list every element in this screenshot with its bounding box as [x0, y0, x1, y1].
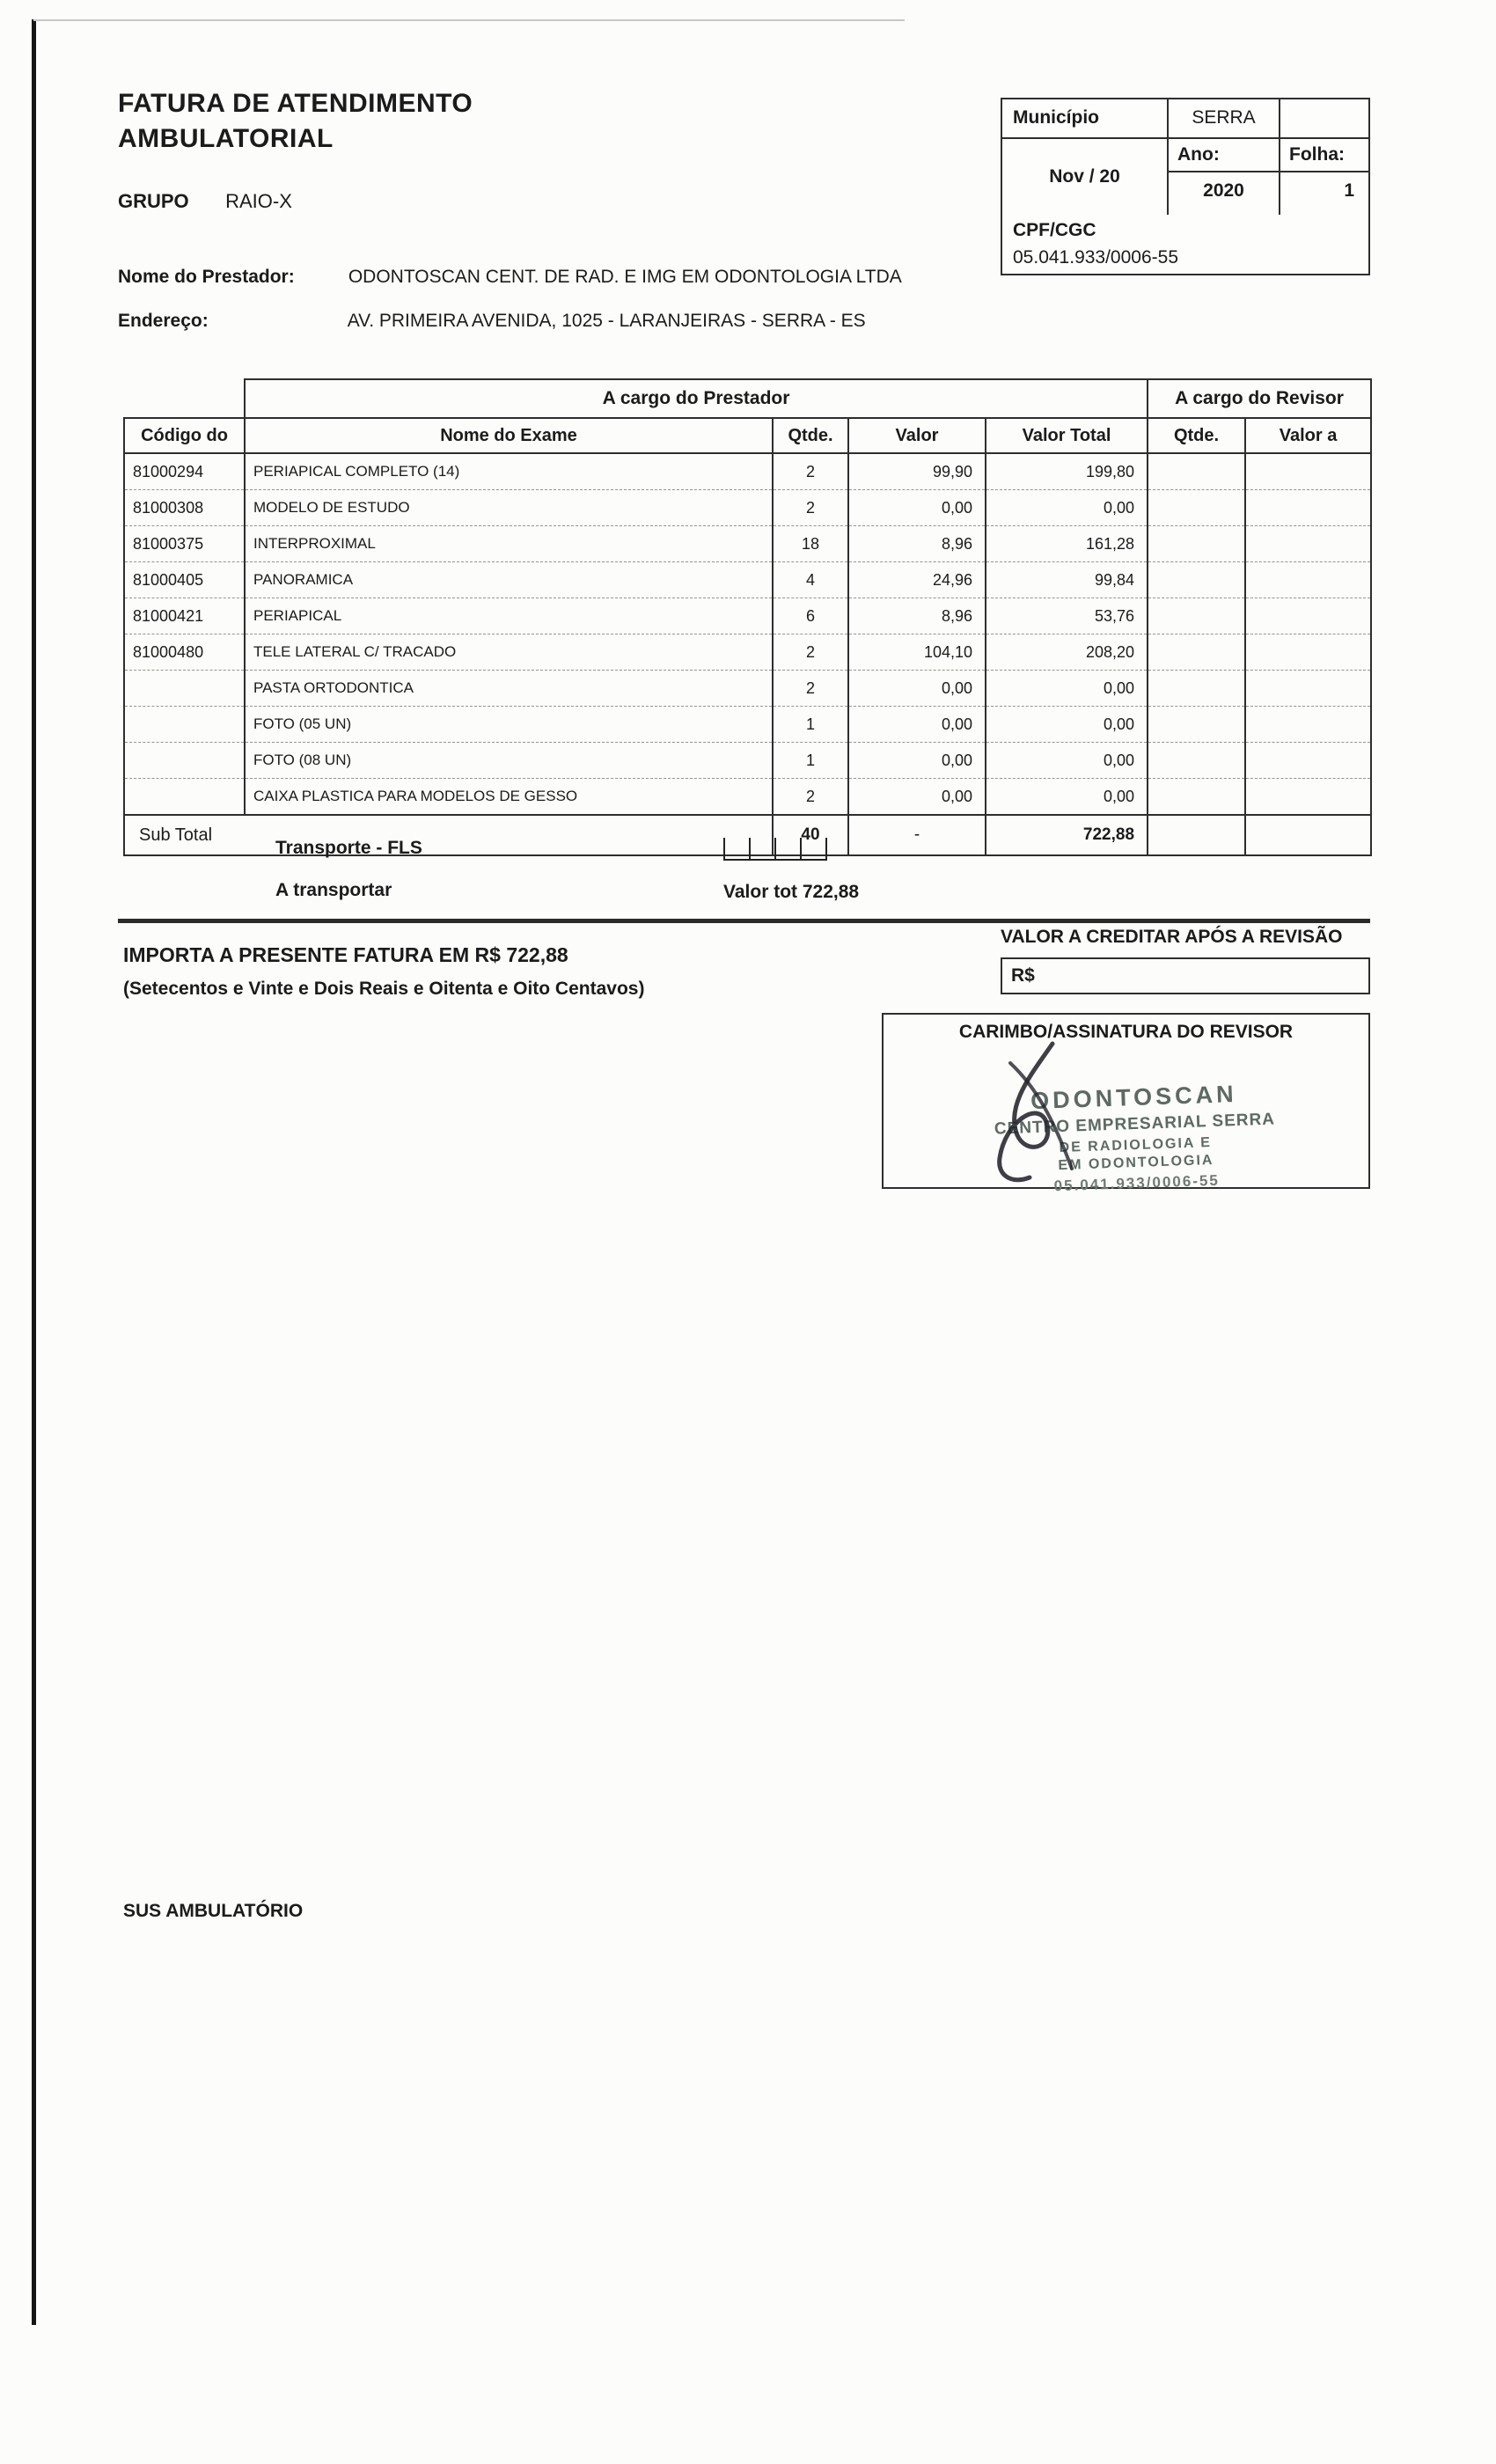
exam-qty: 6	[773, 598, 848, 634]
group-header-empty	[124, 379, 245, 418]
stamp-company-name: ODONTOSCAN	[1030, 1080, 1238, 1115]
revisor-value	[1245, 490, 1371, 526]
revisor-qty	[1148, 634, 1245, 671]
exam-code: 81000294	[124, 453, 245, 490]
table-row	[124, 562, 1371, 598]
col-header-valor-a: Valor a	[1245, 418, 1371, 453]
page-title-line2: AMBULATORIAL	[118, 124, 334, 153]
exam-name: INTERPROXIMAL	[245, 526, 773, 562]
exam-total: 99,84	[986, 562, 1148, 598]
exam-qty: 1	[773, 743, 848, 779]
subtotal-label: Sub Total	[124, 815, 773, 855]
exam-code	[124, 671, 245, 707]
page-title	[118, 86, 473, 157]
fls-boxes	[723, 838, 827, 861]
municipio-value: SERRA	[1167, 99, 1280, 137]
col-header-valor: Valor	[848, 418, 986, 453]
revisor-value	[1245, 453, 1371, 490]
revisor-qty	[1148, 779, 1245, 816]
table-row	[124, 671, 1371, 707]
folha-label: Folha:	[1289, 144, 1345, 165]
revisor-value	[1245, 779, 1371, 816]
table-column-header-row	[124, 418, 1371, 453]
exam-qty: 2	[773, 671, 848, 707]
exam-code	[124, 743, 245, 779]
exam-qty: 1	[773, 707, 848, 743]
exam-name: FOTO (08 UN)	[245, 743, 773, 779]
exam-name: FOTO (05 UN)	[245, 707, 773, 743]
carimbo-label: CARIMBO/ASSINATURA DO REVISOR	[958, 1022, 1294, 1042]
double-rule-divider	[118, 919, 1370, 923]
exam-total: 0,00	[986, 490, 1148, 526]
revisor-qty	[1148, 707, 1245, 743]
exam-code: 81000480	[124, 634, 245, 671]
exam-qty: 2	[773, 779, 848, 816]
exam-name: PASTA ORTODONTICA	[245, 671, 773, 707]
sus-ambulatorio-label: SUS AMBULATÓRIO	[123, 1901, 304, 1921]
exam-name: MODELO DE ESTUDO	[245, 490, 773, 526]
exam-name: PANORAMICA	[245, 562, 773, 598]
table-row	[124, 634, 1371, 671]
exam-qty: 2	[773, 453, 848, 490]
subtotal-qty: 40	[773, 815, 848, 855]
exam-value: 24,96	[848, 562, 986, 598]
exam-total: 0,00	[986, 743, 1148, 779]
group-header-revisor: A cargo do Revisor	[1148, 379, 1371, 418]
exam-value: 0,00	[848, 743, 986, 779]
revisor-value	[1245, 598, 1371, 634]
table-row	[124, 490, 1371, 526]
exam-total: 0,00	[986, 779, 1148, 816]
exam-total: 0,00	[986, 707, 1148, 743]
exam-code: 81000375	[124, 526, 245, 562]
revisor-value	[1245, 707, 1371, 743]
exam-name: PERIAPICAL	[245, 598, 773, 634]
revisor-qty	[1148, 453, 1245, 490]
exam-code: 81000308	[124, 490, 245, 526]
fls-box	[774, 838, 800, 861]
table-row	[124, 707, 1371, 743]
endereco-value: AV. PRIMEIRA AVENIDA, 1025 - LARANJEIRAS - SERRA - ES	[347, 311, 866, 331]
revisor-qty	[1148, 562, 1245, 598]
ano-folha-cells	[1167, 139, 1368, 215]
grupo-row	[118, 190, 292, 213]
exam-value: 8,96	[848, 598, 986, 634]
exam-name: PERIAPICAL COMPLETO (14)	[245, 453, 773, 490]
endereco-row	[118, 311, 866, 332]
exam-total: 161,28	[986, 526, 1148, 562]
revisor-value	[1245, 562, 1371, 598]
table-row	[124, 453, 1371, 490]
valor-creditar-label: VALOR A CREDITAR APÓS A REVISÃO	[1001, 927, 1343, 947]
municipio-empty-cell	[1280, 99, 1368, 137]
cpf-row	[1002, 215, 1368, 274]
revisor-qty	[1148, 526, 1245, 562]
revisor-value	[1245, 634, 1371, 671]
period-row	[1002, 139, 1368, 215]
exam-value: 104,10	[848, 634, 986, 671]
valor-creditar-box	[1001, 957, 1370, 994]
group-header-prestador: A cargo do Prestador	[245, 379, 1148, 418]
exam-code: 81000421	[124, 598, 245, 634]
importa-line: IMPORTA A PRESENTE FATURA EM R$ 722,88	[123, 943, 568, 966]
revisor-qty	[1148, 743, 1245, 779]
exam-code	[124, 779, 245, 816]
exam-total: 0,00	[986, 671, 1148, 707]
exam-total: 199,80	[986, 453, 1148, 490]
exam-table	[123, 378, 1372, 856]
scan-edge-line	[32, 19, 36, 2325]
col-header-qtde: Qtde.	[773, 418, 848, 453]
exam-name: CAIXA PLASTICA PARA MODELOS DE GESSO	[245, 779, 773, 816]
signature-scribble	[949, 1037, 1125, 1195]
subtotal-revisor-qty	[1148, 815, 1245, 855]
table-row	[124, 526, 1371, 562]
municipio-row	[1002, 99, 1368, 139]
exam-total: 208,20	[986, 634, 1148, 671]
fls-box	[723, 838, 749, 861]
a-transportar-label: A transportar	[275, 880, 392, 900]
subtotal-valor: -	[848, 815, 986, 855]
table-group-header-row	[124, 379, 1371, 418]
prestador-label: Nome do Prestador:	[118, 267, 295, 287]
exam-qty: 4	[773, 562, 848, 598]
prestador-row	[118, 267, 902, 288]
revisor-value	[1245, 526, 1371, 562]
col-header-exame: Nome do Exame	[245, 418, 773, 453]
revisor-qty	[1148, 671, 1245, 707]
table-row	[124, 743, 1371, 779]
col-header-codigo: Código do	[124, 418, 245, 453]
fls-box	[749, 838, 774, 861]
subtotal-total: 722,88	[986, 815, 1148, 855]
grupo-value: RAIO-X	[225, 190, 292, 212]
exam-value: 8,96	[848, 526, 986, 562]
stamp-line2: CENTRO EMPRESARIAL SERRA	[994, 1110, 1276, 1139]
exam-total: 53,76	[986, 598, 1148, 634]
col-header-qtde-revisor: Qtde.	[1148, 418, 1245, 453]
exam-value: 0,00	[848, 671, 986, 707]
ano-label: Ano:	[1169, 139, 1280, 171]
rs-label: R$	[1011, 965, 1035, 986]
revisor-qty	[1148, 490, 1245, 526]
table-row	[124, 598, 1371, 634]
exam-code	[124, 707, 245, 743]
cpf-value: 05.041.933/0006-55	[1013, 247, 1179, 268]
transporte-label: Transporte - FLS	[275, 838, 422, 858]
col-header-valor-total: Valor Total	[986, 418, 1148, 453]
exam-qty: 2	[773, 490, 848, 526]
folha-value: 1	[1344, 180, 1354, 201]
revisor-value	[1245, 671, 1371, 707]
prestador-value: ODONTOSCAN CENT. DE RAD. E IMG EM ODONTOLOGIA LTDA	[348, 267, 902, 287]
stamp-line3: DE RADIOLOGIA E	[1059, 1134, 1213, 1156]
grupo-label: GRUPO	[118, 190, 189, 212]
scan-top-line	[33, 19, 905, 21]
endereco-label: Endereço:	[118, 311, 209, 331]
exam-value: 0,00	[848, 779, 986, 816]
valor-tot-value: Valor tot 722,88	[723, 882, 860, 902]
stamp-cnpj: 05.041.933/0006-55	[1053, 1171, 1221, 1195]
period-value: Nov / 20	[1049, 166, 1120, 187]
municipio-label: Município	[1013, 107, 1099, 128]
exam-qty: 18	[773, 526, 848, 562]
exam-qty: 2	[773, 634, 848, 671]
header-info-box	[1001, 98, 1370, 275]
valor-extenso-line: (Setecentos e Vinte e Dois Reais e Oitenta e Oito Centavos)	[123, 979, 645, 999]
exam-code: 81000405	[124, 562, 245, 598]
exam-value: 0,00	[848, 707, 986, 743]
exam-value: 99,90	[848, 453, 986, 490]
table-row	[124, 779, 1371, 816]
exam-name: TELE LATERAL C/ TRACADO	[245, 634, 773, 671]
page-title-line1: FATURA DE ATENDIMENTO	[118, 89, 473, 118]
subtotal-revisor-value	[1245, 815, 1371, 855]
ano-value: 2020	[1169, 172, 1280, 215]
fls-box	[800, 838, 827, 861]
cpf-label: CPF/CGC	[1013, 220, 1096, 240]
revisor-value	[1245, 743, 1371, 779]
revisor-qty	[1148, 598, 1245, 634]
stamp-line4: EM ODONTOLOGIA	[1058, 1152, 1214, 1174]
exam-value: 0,00	[848, 490, 986, 526]
